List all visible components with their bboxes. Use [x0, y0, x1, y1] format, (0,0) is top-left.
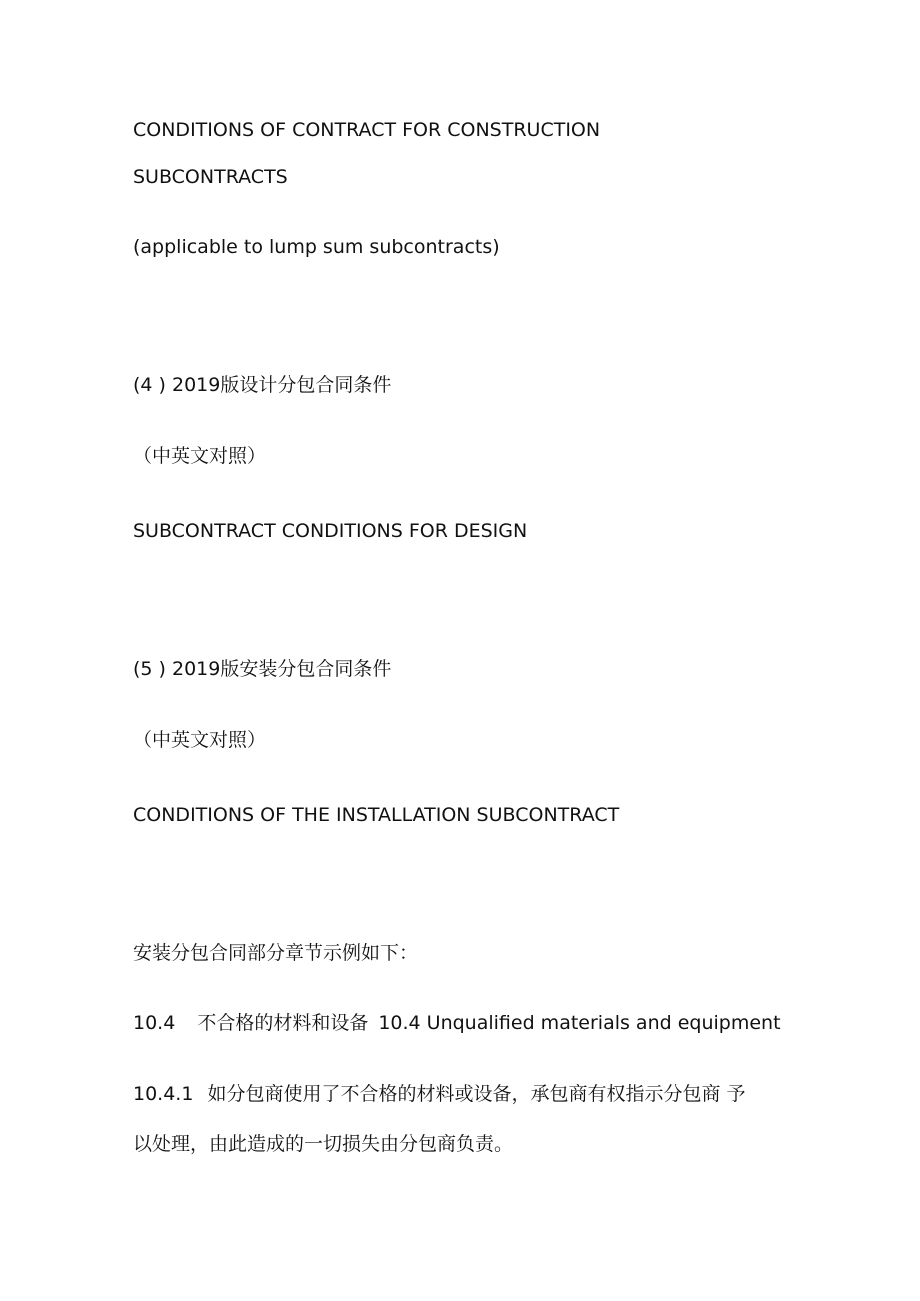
title-line-1: CONDITIONS OF CONTRACT FOR CONSTRUCTION [133, 119, 601, 141]
title-line-2: SUBCONTRACTS [133, 166, 288, 188]
example-intro: 安装分包合同部分章节示例如下： [133, 942, 419, 964]
item-5-english-title: CONDITIONS OF THE INSTALLATION SUBCONTRACT [133, 804, 620, 826]
clause-10-4-1-text-1: 如分包商使用了不合格的材料或设备，承包商有权指示分包商 予 [207, 1083, 746, 1105]
clause-10-4-cn-title: 不合格的材料和设备 [197, 1012, 369, 1034]
item-4-english-title: SUBCONTRACT CONDITIONS FOR DESIGN [133, 520, 528, 542]
clause-10-4-1-line-2: 以处理，由此造成的一切损失由分包商负责。 [133, 1133, 514, 1155]
clause-10-4-en-title: 10.4 Unqualified materials and equipment [378, 1012, 781, 1034]
title-subtitle: (applicable to lump sum subcontracts) [133, 236, 500, 258]
item-4-bilingual-note: （中英文对照） [133, 445, 267, 467]
clause-10-4-line [133, 1010, 781, 1036]
clause-10-4-1-line-1 [133, 1081, 745, 1107]
item-5-bilingual-note: （中英文对照） [133, 729, 267, 751]
clause-10-4-1-number: 10.4.1 [133, 1083, 194, 1105]
clause-10-4-number: 10.4 [133, 1012, 176, 1034]
item-4-heading: (4 ) 2019版设计分包合同条件 [133, 374, 392, 396]
item-5-heading: (5 ) 2019版安装分包合同条件 [133, 658, 392, 680]
